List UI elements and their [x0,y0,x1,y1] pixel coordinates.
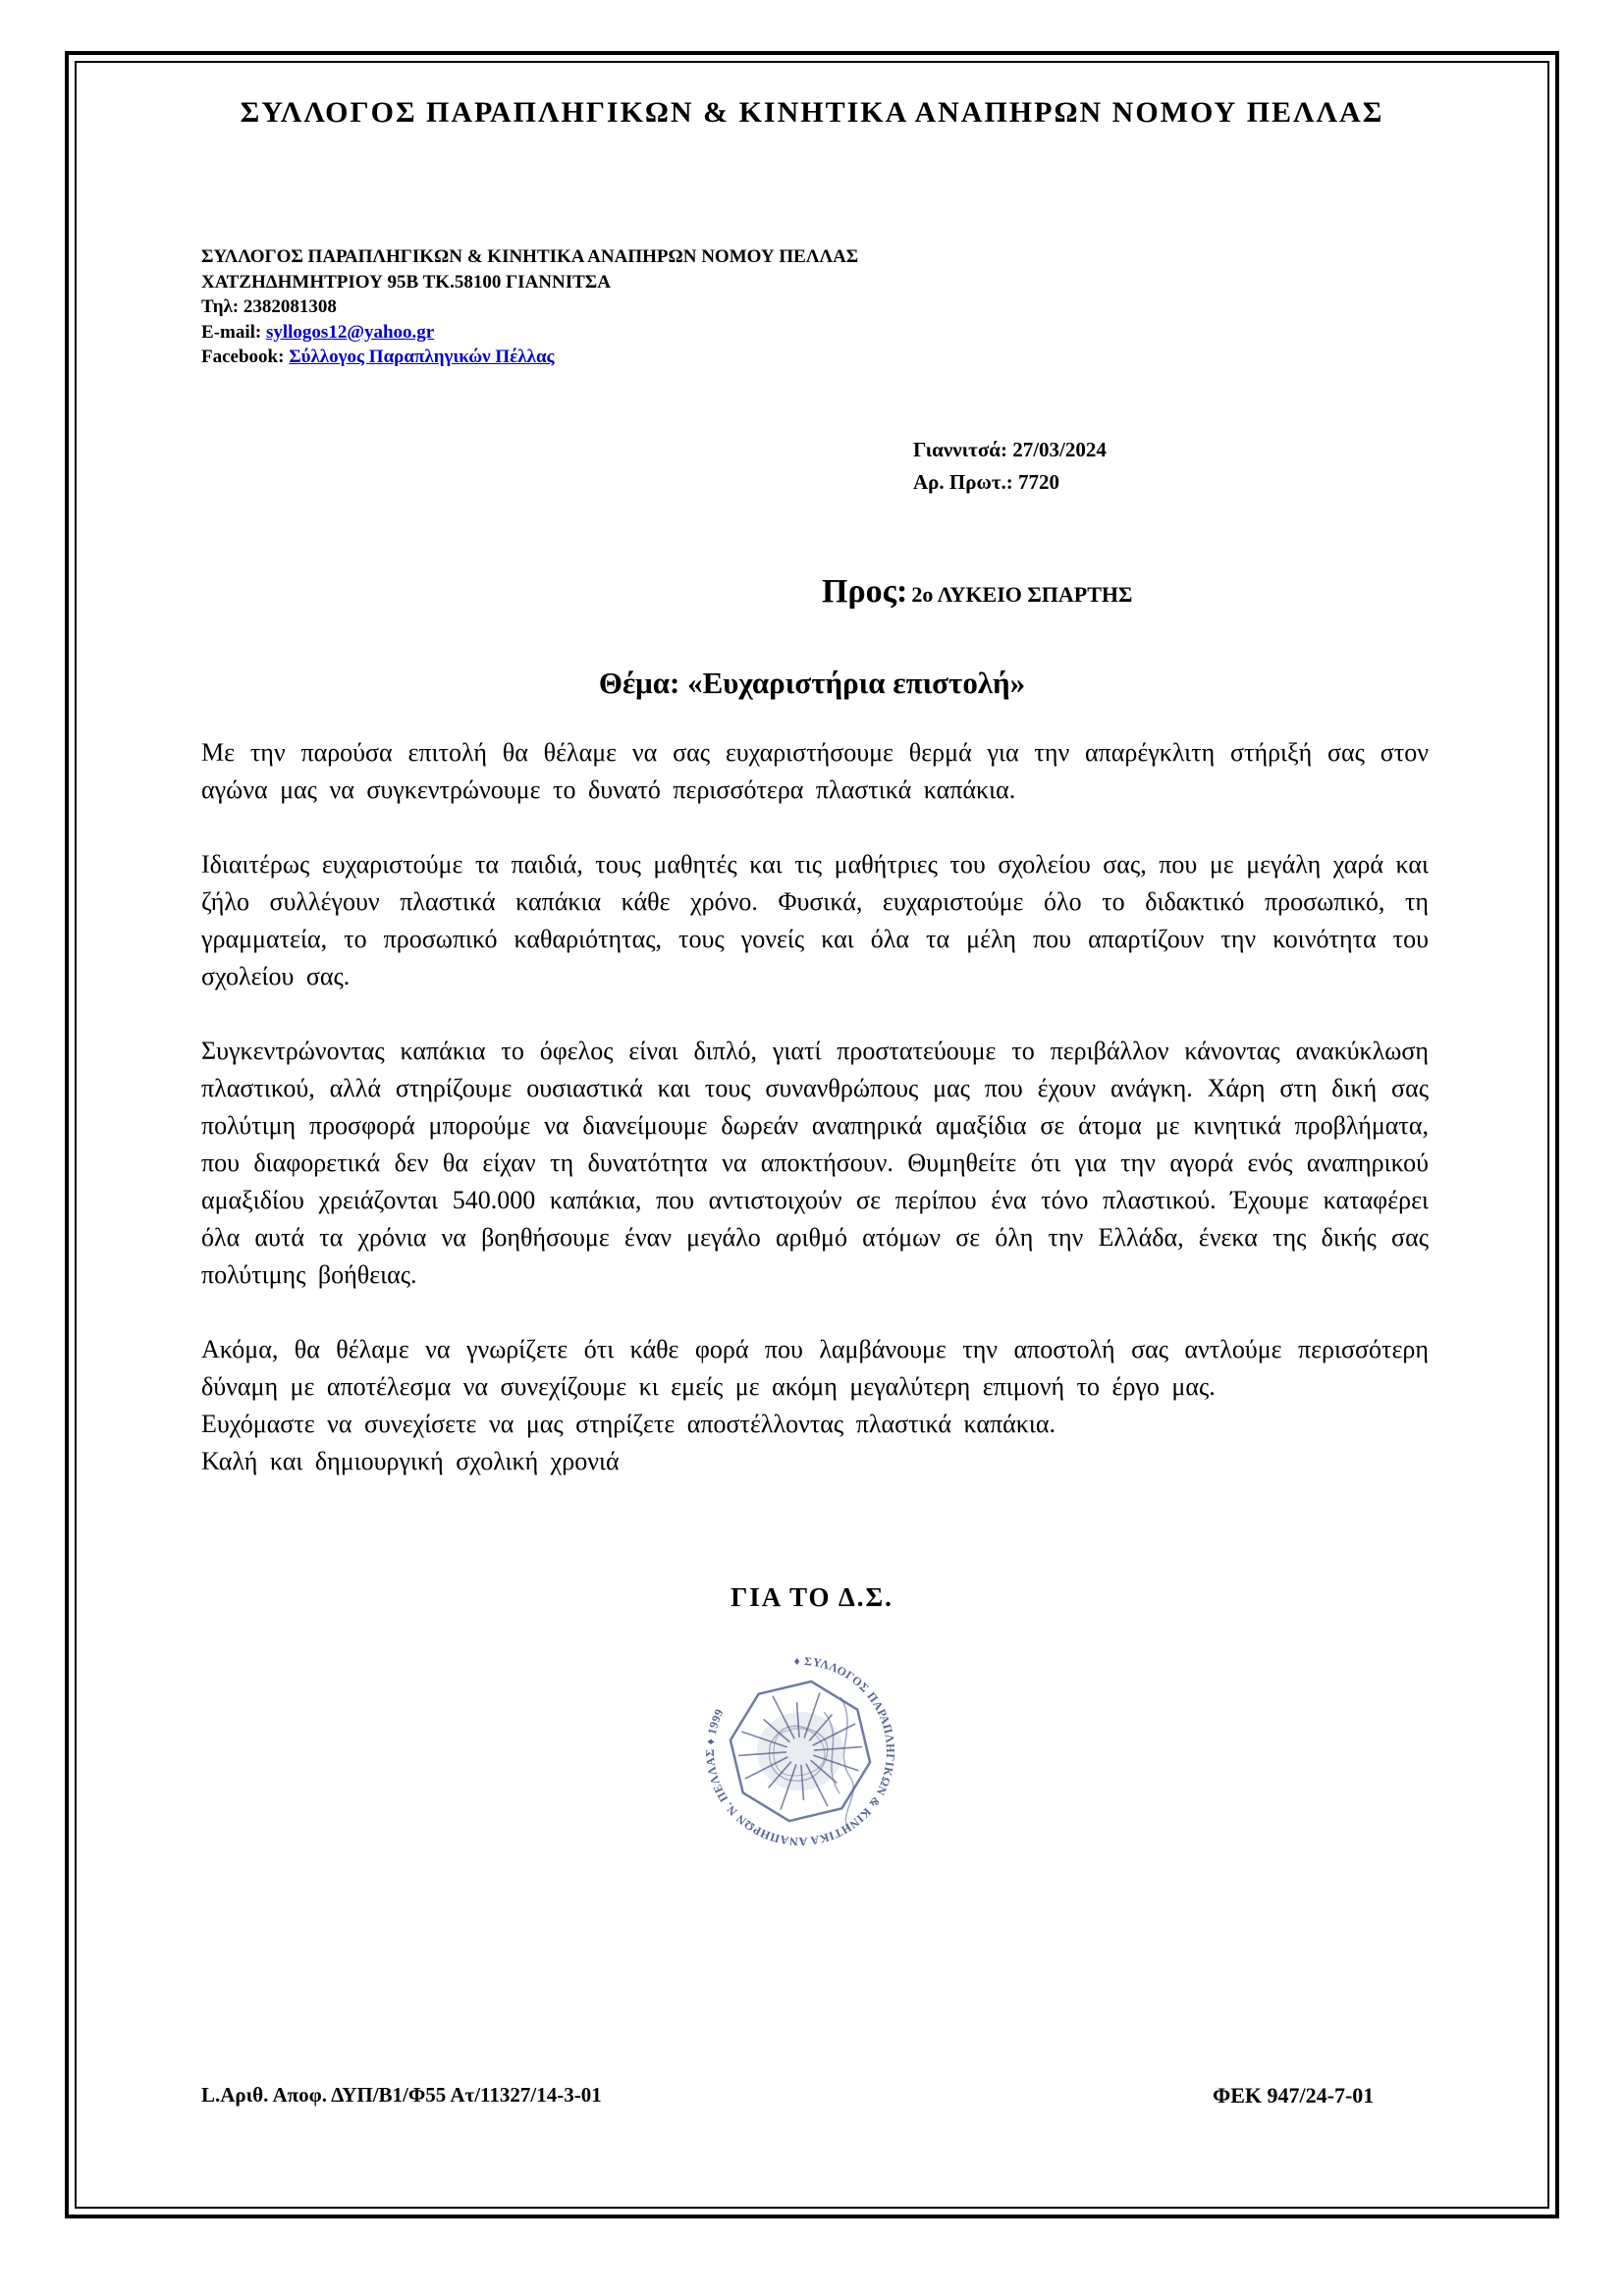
recipient-value: 2ο ΛΥΚΕΙΟ ΣΠΑΡΤΗΣ [911,582,1133,607]
phone-label: Τηλ: [201,296,240,317]
body-paragraph-1: Με την παρούσα επιτολή θα θέλαμε να σας ευχαριστήσουμε θερμά για την απαρέγκλιτη στήριξή σας στον αγώνα μας να συγκεντρώνουμε το δυνατό περισσότερα πλαστικά καπάκια. [201,738,1429,804]
closing-line-1: Ευχόμαστε να συνεχίσετε να μας στηρίζετε αποστέλλοντας πλαστικά καπάκια. [201,1410,1056,1438]
sender-phone-line [201,294,858,320]
letter-body [201,734,1429,1480]
city-date-line: Γιαννιτσά: 27/03/2024 [913,438,1107,461]
email-label: E-mail: [201,321,262,343]
recipient-line [822,573,1132,611]
sender-org-line: ΣΥΛΛΟΓΟΣ ΠΑΡΑΠΛΗΓΙΚΩΝ & ΚΙΝΗΤΙΚΑ ΑΝΑΠΗΡΩΝ ΝΟΜΟΥ ΠΕΛΛΑΣ [201,246,859,267]
subject-line: Θέμα: «Ευχαριστήρια επιστολή» [598,666,1026,700]
footer-legal-reference: L.Αριθ. Αποφ. ΔΥΠ/Β1/Φ55 Ατ/11327/14-3-01 [201,2083,602,2107]
recipient-label: Προς: [822,573,908,610]
phone-value: 2382081308 [243,296,337,317]
sender-address-line: ΧΑΤΖΗΔΗΜΗΤΡΙΟΥ 95Β ΤΚ.58100 ΓΙΑΝΝΙΤΣΑ [201,271,611,293]
closing-line-2: Καλή και δημιουργική σχολική χρονιά [201,1447,620,1475]
page-title: ΣΥΛΛΟΓΟΣ ΠΑΡΑΠΛΗΓΙΚΩΝ & ΚΙΝΗΤΙΚΑ ΑΝΑΠΗΡΩΝ ΝΟΜΟΥ ΠΕΛΛΑΣ [240,96,1384,129]
footer-gazette-reference: ΦΕΚ 947/24-7-01 [1213,2083,1375,2108]
stamp-circular-text: ♦ ΣΥΛΛΟΓΟΣ ΠΑΡΑΠΛΗΓΙΚΩΝ & ΚΙΝΗΤΙΚΑ ΑΝΑΠΗΡΩΝ Ν. ΠΕΛΛΑΣ ♦ 1999 [702,1653,898,1849]
body-paragraph-4: Ακόμα, θα θέλαμε να γνωρίζετε ότι κάθε φορά που λαμβάνουμε την αποστολή σας αντλούμε περισσότερη δύναμη με αποτέλεσμα να συνεχίζουμε κι εμείς με ακόμη μεγαλύτερη επιμονή το έργο μας. [201,1335,1429,1401]
association-stamp-seal [687,1649,913,1860]
facebook-label: Facebook: [201,347,285,367]
protocol-line: Αρ. Πρωτ.: 7720 [913,470,1059,494]
date-protocol-block [913,434,1107,499]
facebook-link[interactable]: Σύλλογος Παραπληγικών Πέλλας [289,347,555,367]
email-link[interactable]: syllogos12@yahoo.gr [265,321,435,343]
body-paragraph-3: Συγκεντρώνοντας καπάκια το όφελος είναι διπλό, γιατί προστατεύουμε το περιβάλλον κάνοντας ανακύκλωση πλαστικού, αλλά στηρίζουμε ουσιαστικά και τους συνανθρώπους μας που έχουν ανάγκη. Χάρη στη δική σας πολύτιμη προσφορά μπορούμε να διανείμουμε δωρεάν αναπηρικά αμαξίδια σε άτομα με κινητικά προβλήματα, που διαφορετικά δεν θα είχαν τη δυνατότητα να αποκτήσουν. Θυμηθείτε ότι για την αγορά ενός αναπηρικού αμαξιδίου χρειάζονται 540.000 καπάκια, που αντιστοιχούν σε περίπου ένα τόνο πλαστικού. Έχουμε καταφέρει όλα αυτά τα χρόνια να βοηθήσουμε έναν μεγάλο αριθμό ατόμων σε όλη την Ελλάδα, ένεκα της δικής σας πολύτιμης βοήθειας. [201,1037,1429,1289]
body-paragraph-2: Ιδιαιτέρως ευχαριστούμε τα παιδιά, τους μαθητές και τις μαθήτριες του σχολείου σας, που με μεγάλη χαρά και ζήλο συλλέγουν πλαστικά καπάκια κάθε χρόνο. Φυσικά, ευχαριστούμε όλο το διδακτικό προσωπικό, τη γραμματεία, το προσωπικό καθαριότητας, τους γονείς και όλα τα μέλη που απαρτίζουν την κοινότητα του σχολείου σας. [201,850,1429,990]
sender-email-line [201,320,858,346]
for-the-board-heading: ΓΙΑ ΤΟ Δ.Σ. [731,1582,893,1612]
sender-facebook-line [201,345,858,370]
sender-contact-block [201,244,858,370]
